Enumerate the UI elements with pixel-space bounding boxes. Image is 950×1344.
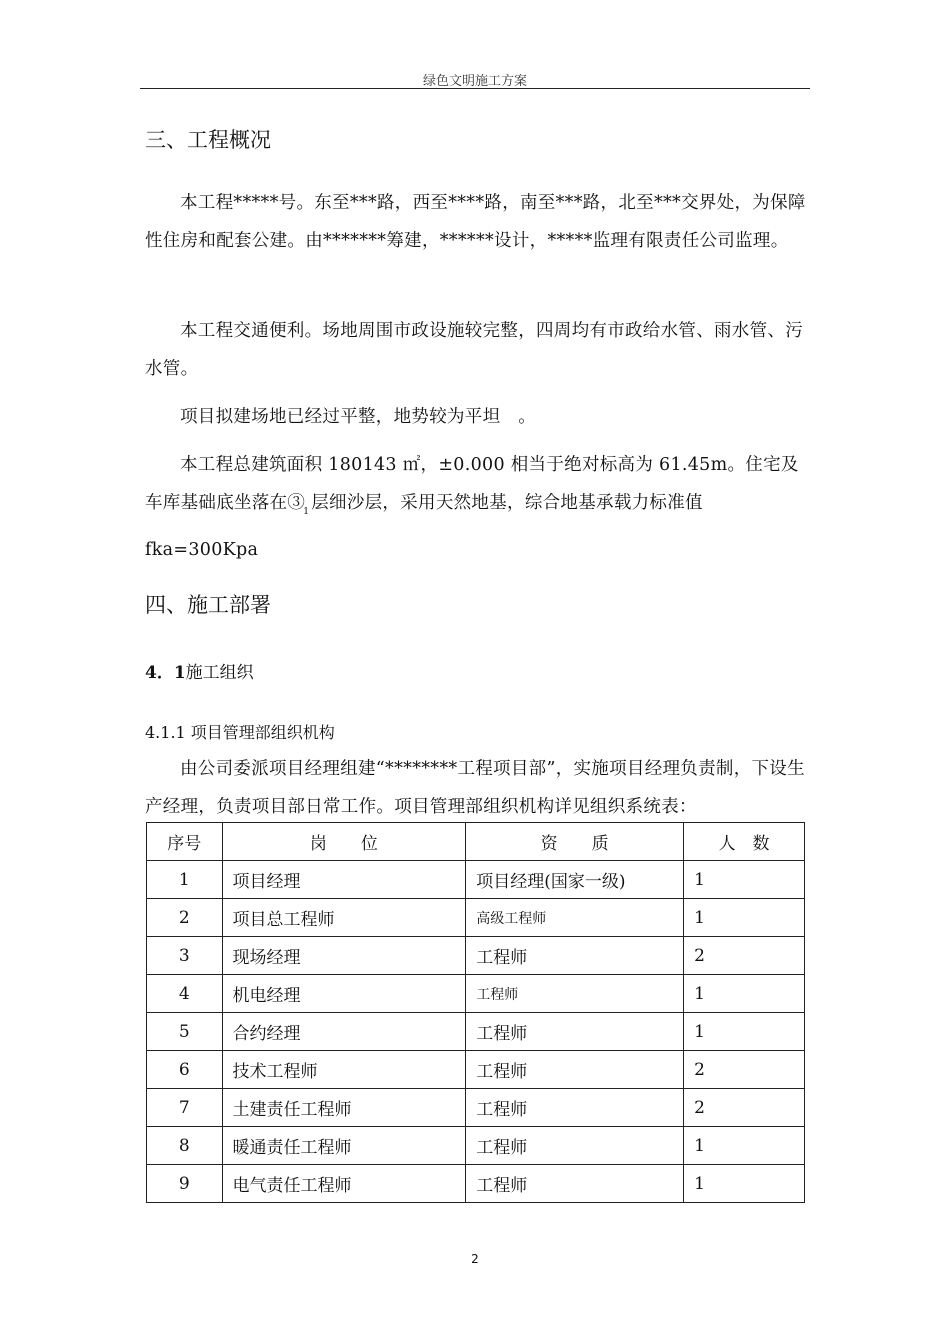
table-row [147, 1051, 805, 1089]
cell-qualification: 工程师 [466, 937, 684, 975]
paragraph-4-part-a: 本工程总建筑面积 180143 ㎡，±0.000 相当于绝对标高为 61.45m。住宅及车库基础底坐落在③ [145, 455, 799, 513]
header-cell-count: 人 数 [684, 823, 805, 861]
cell-qualification: 工程师 [466, 1051, 684, 1089]
cell-index: 1 [147, 861, 223, 899]
cell-count: 2 [684, 1089, 805, 1127]
table-row [147, 899, 805, 937]
subsection-number: 4．1 [145, 663, 186, 683]
cell-index: 5 [147, 1013, 223, 1051]
cell-count: 2 [684, 937, 805, 975]
overview-paragraph-2: 本工程交通便利。场地周围市政设施较完整，四周均有市政给水管、雨水管、污水管。 [145, 321, 803, 379]
overview-paragraph-1: 本工程*****号。东至***路，西至****路，南至***路，北至***交界处，为保障性住房和配套公建。由*******筹建，******设计，*****监理有限责任公司监理。 [145, 193, 806, 251]
cell-index: 4 [147, 975, 223, 1013]
organization-table [146, 822, 805, 1203]
cell-index: 7 [147, 1089, 223, 1127]
cell-index: 2 [147, 899, 223, 937]
cell-count: 1 [684, 1127, 805, 1165]
cell-count: 2 [684, 1051, 805, 1089]
cell-position: 现场经理 [222, 937, 466, 975]
cell-qualification: 高级工程师 [466, 899, 684, 937]
cell-qualification: 工程师 [466, 1013, 684, 1051]
table-row [147, 861, 805, 899]
cell-position: 项目经理 [222, 861, 466, 899]
paragraph-4-part-b: 层细沙层，采用天然地基，综合地基承载力标准值 fka=300Kpa [145, 493, 703, 560]
cell-count: 1 [684, 899, 805, 937]
cell-count: 1 [684, 1165, 805, 1203]
cell-count: 1 [684, 975, 805, 1013]
cell-qualification: 项目经理(国家一级) [466, 861, 684, 899]
header-cell-position: 岗 位 [222, 823, 466, 861]
table-row [147, 1127, 805, 1165]
header-divider [140, 88, 810, 89]
cell-index: 8 [147, 1127, 223, 1165]
cell-qualification: 工程师 [466, 1165, 684, 1203]
cell-index: 3 [147, 937, 223, 975]
cell-qualification: 工程师 [466, 1127, 684, 1165]
header-cell-index: 序号 [147, 823, 223, 861]
table-row [147, 937, 805, 975]
section-heading-deployment: 四、施工部署 [145, 593, 271, 617]
page-number: 2 [471, 1252, 479, 1266]
cell-count: 1 [684, 861, 805, 899]
organization-paragraph: 由公司委派项目经理组建“********工程项目部”，实施项目经理负责制，下设生产经理，负责项目部日常工作。项目管理部组织机构详见组织系统表： [145, 759, 805, 817]
table-row [147, 975, 805, 1013]
cell-qualification: 工程师 [466, 975, 684, 1013]
cell-index: 6 [147, 1051, 223, 1089]
cell-index: 9 [147, 1165, 223, 1203]
page-header-title: 绿色文明施工方案 [422, 74, 527, 89]
cell-count: 1 [684, 1013, 805, 1051]
cell-position: 合约经理 [222, 1013, 466, 1051]
overview-paragraph-4 [145, 446, 807, 569]
cell-position: 土建责任工程师 [222, 1089, 466, 1127]
table-row [147, 1013, 805, 1051]
cell-qualification: 工程师 [466, 1089, 684, 1127]
cell-position: 项目总工程师 [222, 899, 466, 937]
table-row [147, 1089, 805, 1127]
header-cell-qualification: 资 质 [466, 823, 684, 861]
cell-position: 技术工程师 [222, 1051, 466, 1089]
table-header-row [147, 823, 805, 861]
subsection-heading [145, 658, 254, 683]
subsection-title: 施工组织 [185, 663, 254, 683]
cell-position: 暖通责任工程师 [222, 1127, 466, 1165]
subsubsection-heading: 4.1.1 项目管理部组织机构 [145, 723, 335, 742]
layer-subscript: 1 [303, 507, 310, 517]
section-heading-overview: 三、工程概况 [145, 128, 271, 152]
cell-position: 电气责任工程师 [222, 1165, 466, 1203]
table-row [147, 1165, 805, 1203]
overview-paragraph-3: 项目拟建场地已经过平整，地势较为平坦 。 [180, 407, 536, 427]
cell-position: 机电经理 [222, 975, 466, 1013]
